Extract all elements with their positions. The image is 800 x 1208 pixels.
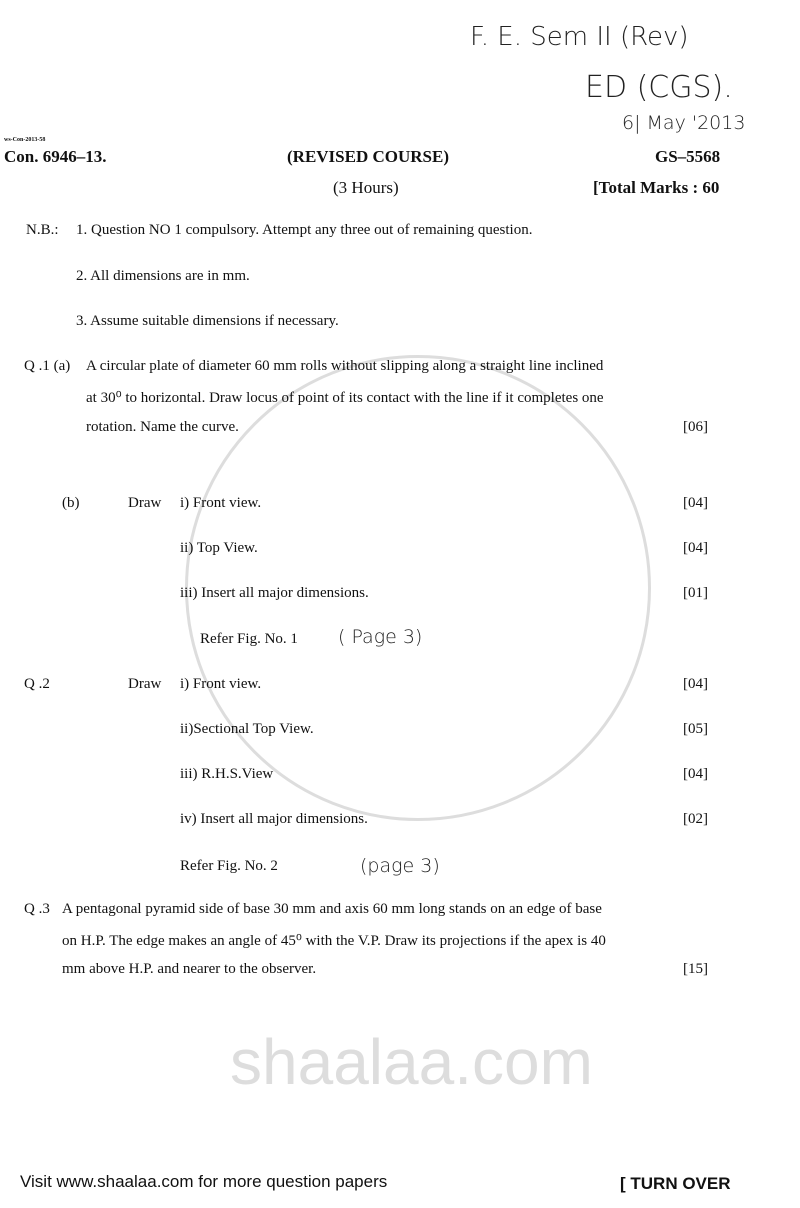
- handwritten-date: 6| May '2013: [622, 112, 746, 134]
- watermark-text: shaalaa.com: [230, 1026, 593, 1098]
- note-2: 2. All dimensions are in mm.: [76, 268, 250, 284]
- q2-draw: Draw: [128, 676, 162, 692]
- q2-label: Q .2: [24, 676, 50, 692]
- course-title: (REVISED COURSE): [287, 147, 449, 166]
- con-number: Con. 6946–13.: [4, 147, 107, 166]
- code-small: ws-Con-2013-58: [4, 137, 46, 143]
- q2-refer: Refer Fig. No. 2: [180, 858, 278, 874]
- total-marks: [Total Marks : 60: [593, 178, 720, 197]
- footer-website-note: Visit www.shaalaa.com for more question papers: [20, 1172, 388, 1191]
- q1a-line3: rotation. Name the curve.: [86, 419, 239, 435]
- q1b-item1: i) Front view.: [180, 495, 262, 511]
- q2-item2: ii)Sectional Top View.: [180, 721, 314, 737]
- q2-item3-marks: [04]: [683, 766, 708, 782]
- q1b-item1-marks: [04]: [683, 495, 708, 511]
- note-3: 3. Assume suitable dimensions if necessary.: [76, 313, 339, 329]
- q3-line3: mm above H.P. and nearer to the observer.: [62, 961, 317, 977]
- paper-code: GS–5568: [655, 147, 721, 166]
- q3-line2: on H.P. The edge makes an angle of 45⁰ with the V.P. Draw its projections if the apex is 40: [62, 933, 606, 949]
- q3-line1: A pentagonal pyramid side of base 30 mm and axis 60 mm long stands on an edge of base: [62, 901, 602, 917]
- q1-refer: Refer Fig. No. 1: [200, 631, 298, 647]
- q2-item1-marks: [04]: [683, 676, 708, 692]
- q2-item1: i) Front view.: [180, 676, 262, 692]
- q1a-line1: A circular plate of diameter 60 mm rolls without slipping along a straight line inclined: [86, 358, 604, 374]
- q1a-line2: at 30⁰ to horizontal. Draw locus of point of its contact with the line if it completes one: [86, 390, 604, 406]
- note-1: 1. Question NO 1 compulsory. Attempt any three out of remaining question.: [76, 222, 533, 238]
- q2-item2-marks: [05]: [683, 721, 708, 737]
- q1-refer-handwritten: ( Page 3): [338, 626, 423, 648]
- q2-item4-marks: [02]: [683, 811, 708, 827]
- handwritten-subject: ED (CGS).: [585, 70, 733, 105]
- q2-item3: iii) R.H.S.View: [180, 766, 274, 782]
- turn-over: [ TURN OVER: [620, 1174, 731, 1193]
- q1a-marks: [06]: [683, 419, 708, 435]
- nb-label: N.B.:: [26, 222, 59, 238]
- q1-label: Q .1 (a): [24, 358, 71, 374]
- q3-marks: [15]: [683, 961, 708, 977]
- q1b-label: (b): [62, 495, 80, 511]
- q2-refer-handwritten: (page 3): [360, 855, 440, 877]
- q3-label: Q .3: [24, 901, 50, 917]
- q1b-item2-marks: [04]: [683, 540, 708, 556]
- q1b-item2: ii) Top View.: [180, 540, 258, 556]
- q1b-item3: iii) Insert all major dimensions.: [180, 585, 369, 601]
- q1b-draw: Draw: [128, 495, 162, 511]
- q2-item4: iv) Insert all major dimensions.: [180, 811, 368, 827]
- handwritten-semester: F. E. Sem II (Rev): [470, 22, 689, 52]
- duration: (3 Hours): [333, 178, 399, 197]
- q1b-item3-marks: [01]: [683, 585, 708, 601]
